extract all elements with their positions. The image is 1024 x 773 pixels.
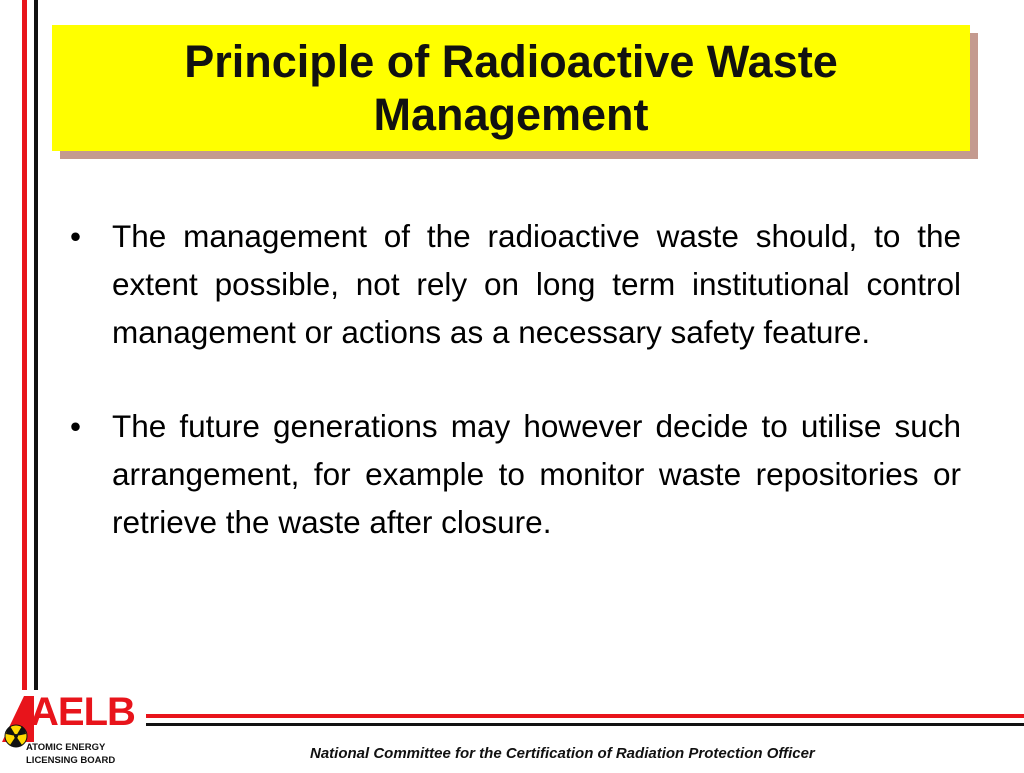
logo-letters: AELB bbox=[30, 690, 135, 734]
footer-red-line bbox=[146, 714, 1024, 718]
bullet-list bbox=[68, 212, 961, 546]
title-box bbox=[52, 25, 970, 151]
bullet-dot-icon: • bbox=[70, 218, 82, 254]
logo-line-2: LICENSING BOARD bbox=[26, 755, 116, 766]
footer-text: National Committee for the Certification of Radiation Protection Officer bbox=[310, 745, 815, 762]
bullet-text: The management of the radioactive waste should, to the extent possible, not rely on long term institutional control management or actions as a necessary safety feature. bbox=[112, 218, 961, 350]
bullet-item bbox=[68, 402, 961, 546]
left-black-bar bbox=[34, 0, 38, 690]
bullet-item bbox=[68, 212, 961, 356]
bullet-dot-icon: • bbox=[70, 408, 82, 444]
logo-line-1: ATOMIC ENERGY bbox=[26, 742, 106, 753]
slide-title: Principle of Radioactive Waste Management bbox=[184, 36, 838, 140]
footer-black-line bbox=[146, 723, 1024, 726]
left-red-bar bbox=[22, 0, 27, 690]
bullet-text: The future generations may however decide to utilise such arrangement, for example to monitor waste repositories or retrieve the waste after closure. bbox=[112, 408, 961, 540]
